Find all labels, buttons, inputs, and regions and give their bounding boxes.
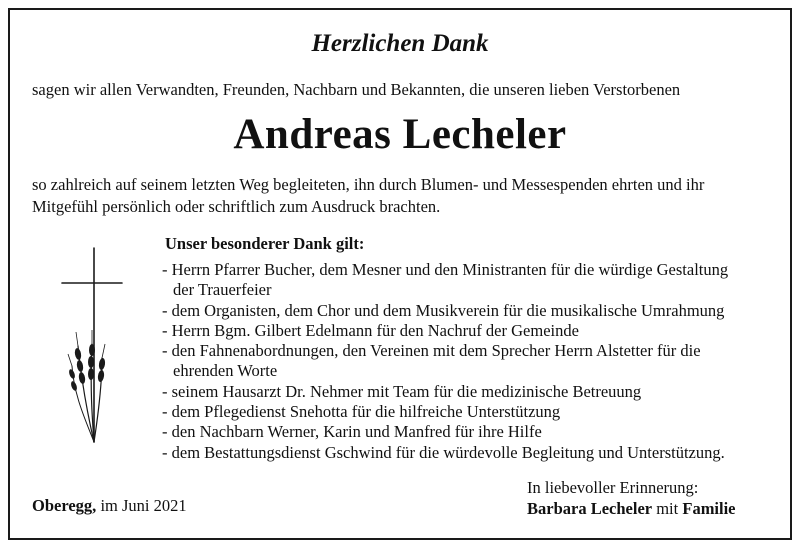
list-item: - Herrn Pfarrer Bucher, dem Mesner und den Ministranten für die würdige Gestaltung — [162, 260, 729, 279]
signature-block — [527, 477, 736, 519]
signer-line — [527, 498, 736, 519]
memory-label: In liebevoller Erinnerung: — [527, 478, 699, 497]
body-line: Mitgefühl persönlich oder schriftlich zum Ausdruck brachten. — [32, 197, 441, 216]
notice-heading: Herzlichen Dank — [311, 30, 489, 57]
place-name: Oberegg, — [32, 496, 97, 515]
signer-name: Barbara Lecheler — [527, 499, 653, 518]
thanks-title: Unser besonderer Dank gilt: — [165, 234, 365, 253]
body-text — [32, 174, 772, 218]
intro-text: sagen wir allen Verwandten, Freunden, Nachbarn und Bekannten, die unseren lieben Verstorbenen — [32, 80, 681, 99]
list-item: - Herrn Bgm. Gilbert Edelmann für den Nachruf der Gemeinde — [162, 320, 579, 340]
list-item: ehrenden Worte — [173, 361, 278, 381]
list-item: - dem Organisten, dem Chor und dem Musikverein für die musikalische Umrahmung — [162, 300, 725, 320]
list-item: - dem Pflegedienst Snehotta für die hilfreiche Unterstützung — [162, 402, 561, 422]
list-item: - den Fahnenabordnungen, den Vereinen mit dem Sprecher Herrn Alstetter für die — [162, 341, 701, 361]
list-item: der Trauerfeier — [173, 280, 272, 300]
deceased-name: Andreas Lecheler — [233, 111, 567, 158]
signer-with: mit — [656, 499, 679, 518]
cross-with-wheat-icon — [58, 246, 128, 446]
list-item: - dem Bestattungsdienst Gschwind für die würdevolle Begleitung und Unterstützung. — [162, 442, 725, 462]
place-date — [32, 496, 187, 516]
thanks-list — [162, 260, 728, 463]
signer-family: Familie — [682, 499, 736, 518]
date-text: im Juni 2021 — [100, 496, 187, 515]
body-line: so zahlreich auf seinem letzten Weg begleiteten, ihn durch Blumen- und Messespenden ehrten und ihr — [32, 175, 705, 194]
list-item: - seinem Hausarzt Dr. Nehmer mit Team für die medizinische Betreuung — [162, 381, 642, 401]
list-item: - den Nachbarn Werner, Karin und Manfred für ihre Hilfe — [162, 422, 542, 442]
